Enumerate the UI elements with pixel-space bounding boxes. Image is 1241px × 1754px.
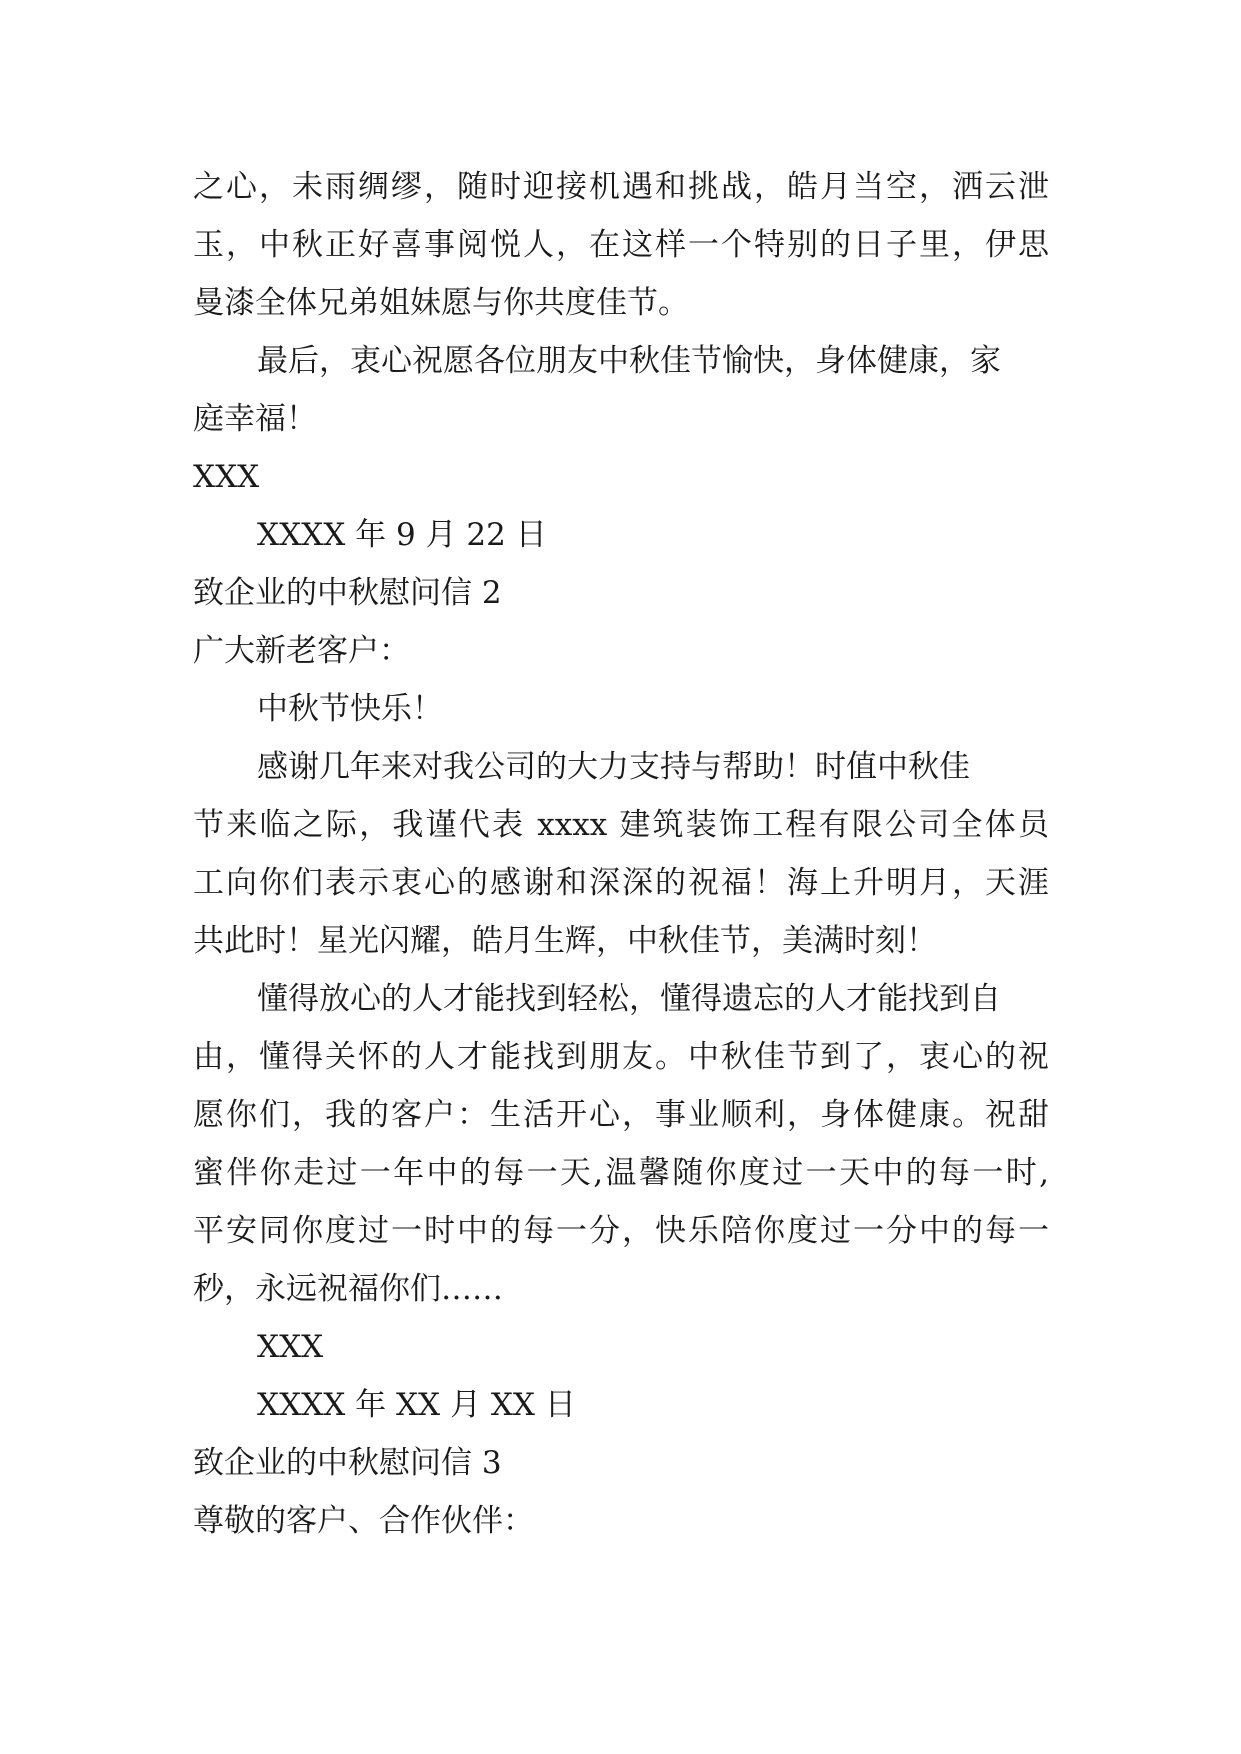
paragraph-line: 平安同你度过一时中的每一分，快乐陪你度过一分中的每一: [193, 1213, 1049, 1249]
signature-name: XXX: [257, 1329, 324, 1365]
greeting-line: 中秋节快乐！: [257, 691, 443, 727]
paragraph-line: 共此时！星光闪耀，皓月生辉，中秋佳节，美满时刻！: [193, 923, 937, 959]
signature-name: XXX: [193, 459, 260, 495]
paragraph-line: 秒，永远祝福你们……: [193, 1271, 503, 1307]
paragraph-line: 工向你们表示衷心的感谢和深深的祝福！海上升明月，天涯: [193, 865, 1049, 901]
paragraph-line: 蜜伴你走过一年中的每一天,温馨随你度过一天中的每一时,: [193, 1155, 1049, 1191]
paragraph-line: 之心，未雨绸缪，随时迎接机遇和挑战，皓月当空，洒云泄: [193, 169, 1049, 205]
paragraph-line: 庭幸福！: [193, 401, 317, 437]
paragraph-line: 感谢几年来对我公司的大力支持与帮助！时值中秋佳: [257, 749, 970, 785]
salutation: 广大新老客户：: [193, 633, 410, 669]
salutation: 尊敬的客户、合作伙伴：: [193, 1503, 534, 1539]
paragraph-line: 愿你们，我的客户：生活开心，事业顺利，身体健康。祝甜: [193, 1097, 1049, 1133]
paragraph-line: 由，懂得关怀的人才能找到朋友。中秋佳节到了，衷心的祝: [193, 1039, 1049, 1075]
paragraph-line: 节来临之际，我谨代表 xxxx 建筑装饰工程有限公司全体员: [193, 807, 1049, 843]
letter-title: 致企业的中秋慰问信 2: [193, 575, 502, 611]
letter-title: 致企业的中秋慰问信 3: [193, 1445, 502, 1481]
paragraph-line: 曼漆全体兄弟姐妹愿与你共度佳节。: [193, 285, 689, 321]
signature-date: XXXX 年 9 月 22 日: [257, 517, 547, 553]
signature-date: XXXX 年 XX 月 XX 日: [257, 1387, 576, 1423]
paragraph-line: 懂得放心的人才能找到轻松，懂得遗忘的人才能找到自: [257, 981, 1001, 1017]
paragraph-line: 最后，衷心祝愿各位朋友中秋佳节愉快，身体健康，家: [257, 343, 1001, 379]
paragraph-line: 玉，中秋正好喜事阅悦人，在这样一个特别的日子里，伊思: [193, 227, 1049, 263]
